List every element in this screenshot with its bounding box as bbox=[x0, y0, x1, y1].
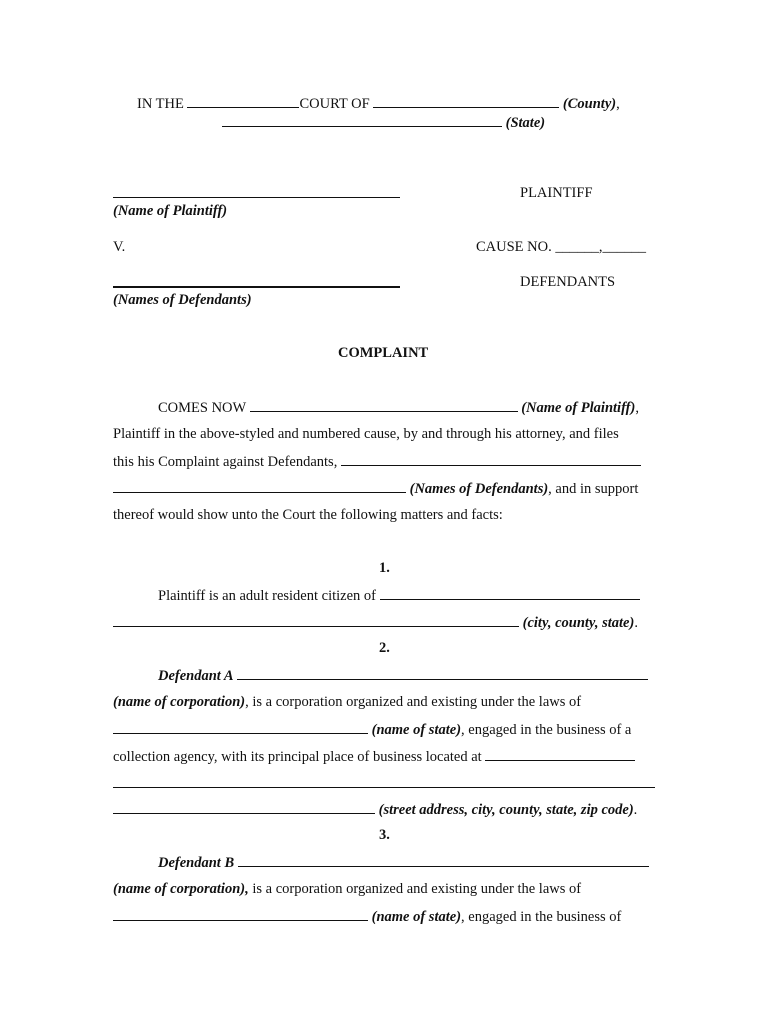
residence-blank-2[interactable] bbox=[113, 613, 519, 627]
intro-line-3-text: this his Complaint against Defendants, bbox=[113, 454, 338, 470]
intro-line-1 bbox=[158, 398, 639, 417]
city-county-state-label: (city, county, state) bbox=[522, 615, 635, 631]
plaintiff-name-blank[interactable] bbox=[250, 398, 518, 412]
section-3-line-3-tail: , engaged in the business of bbox=[461, 909, 622, 925]
intro-line-4-tail: , and in support bbox=[548, 481, 639, 497]
address-blank[interactable] bbox=[113, 800, 375, 814]
defendants-names-blank-2[interactable] bbox=[113, 479, 406, 493]
court-name-blank[interactable] bbox=[187, 94, 299, 108]
document-title: COMPLAINT bbox=[338, 345, 429, 361]
section-2-line-1 bbox=[158, 666, 648, 685]
plaintiff-label: PLAINTIFF bbox=[520, 185, 593, 201]
section-1-line-2: (city, county, state). bbox=[113, 613, 638, 632]
section-3-line-2-tail: is a corporation organized and existing under the laws of bbox=[248, 881, 582, 897]
section-2-line-3 bbox=[113, 720, 631, 739]
street-address-label: (street address, city, county, state, zip code) bbox=[378, 802, 634, 818]
name-of-plaintiff-label: (Name of Plaintiff) bbox=[113, 203, 228, 219]
section-3-line-1 bbox=[158, 853, 649, 872]
names-of-defendants-label: (Names of Defendants) bbox=[113, 292, 252, 308]
state-heading-line bbox=[222, 113, 545, 132]
section-3-line-2 bbox=[113, 880, 581, 898]
section-2-line-6: (street address, city, county, state, zip code). bbox=[113, 800, 637, 819]
versus-text: V. bbox=[113, 239, 126, 255]
intro-line-4 bbox=[113, 479, 638, 498]
defendant-b-state-label: (name of state) bbox=[371, 909, 462, 925]
section-3-line-3 bbox=[113, 907, 621, 926]
state-blank[interactable] bbox=[222, 113, 502, 127]
plaintiff-name-line[interactable] bbox=[113, 197, 400, 198]
section-2-line-4 bbox=[113, 747, 635, 766]
in-the-text: IN THE bbox=[137, 96, 184, 112]
section-2-line-2 bbox=[113, 693, 581, 711]
address-line-blank[interactable] bbox=[113, 787, 655, 788]
comes-now-text: COMES NOW bbox=[158, 400, 246, 416]
state-label: (State) bbox=[505, 115, 546, 131]
section-1-number: 1. bbox=[379, 560, 390, 576]
intro-name-of-plaintiff: (Name of Plaintiff) bbox=[521, 400, 636, 416]
defendant-a-label: Defendant A bbox=[158, 668, 234, 684]
defendants-names-blank[interactable] bbox=[341, 452, 641, 466]
defendant-b-corporation-label: (name of corporation), bbox=[113, 881, 249, 897]
section-2-line-4-text: collection agency, with its principal place of business located at bbox=[113, 749, 482, 765]
comma-text: , bbox=[635, 400, 639, 416]
business-location-blank[interactable] bbox=[485, 747, 635, 761]
county-label: (County) bbox=[562, 96, 617, 112]
county-blank[interactable] bbox=[373, 94, 559, 108]
intro-line-2: Plaintiff in the above-styled and numbered cause, by and through his attorney, and files bbox=[113, 426, 619, 442]
section-3-number: 3. bbox=[379, 827, 390, 843]
court-heading-line bbox=[137, 94, 620, 113]
defendant-b-label: Defendant B bbox=[158, 855, 235, 871]
defendants-name-line[interactable] bbox=[113, 286, 400, 288]
intro-names-of-defendants: (Names of Defendants) bbox=[409, 481, 549, 497]
intro-line-5: thereof would show unto the Court the following matters and facts: bbox=[113, 507, 503, 523]
intro-line-3 bbox=[113, 452, 641, 471]
section-2-line-2-tail: , is a corporation organized and existing under the laws of bbox=[245, 694, 582, 710]
defendants-label: DEFENDANTS bbox=[520, 274, 616, 290]
comma-text: , bbox=[616, 96, 620, 112]
defendant-a-state-blank[interactable] bbox=[113, 720, 368, 734]
defendant-a-state-label: (name of state) bbox=[371, 722, 462, 738]
section-1-text: Plaintiff is an adult resident citizen of bbox=[158, 588, 376, 604]
defendant-b-blank[interactable] bbox=[238, 853, 649, 867]
section-2-number: 2. bbox=[379, 640, 390, 656]
defendant-b-state-blank[interactable] bbox=[113, 907, 368, 921]
cause-number: CAUSE NO. ______,______ bbox=[476, 239, 646, 255]
residence-blank[interactable] bbox=[380, 586, 640, 600]
section-1-line-1 bbox=[158, 586, 640, 605]
defendant-a-blank[interactable] bbox=[237, 666, 648, 680]
section-2-line-3-tail: , engaged in the business of a bbox=[461, 722, 632, 738]
court-of-text: COURT OF bbox=[299, 96, 370, 112]
defendant-a-corporation-label: (name of corporation) bbox=[113, 694, 246, 710]
